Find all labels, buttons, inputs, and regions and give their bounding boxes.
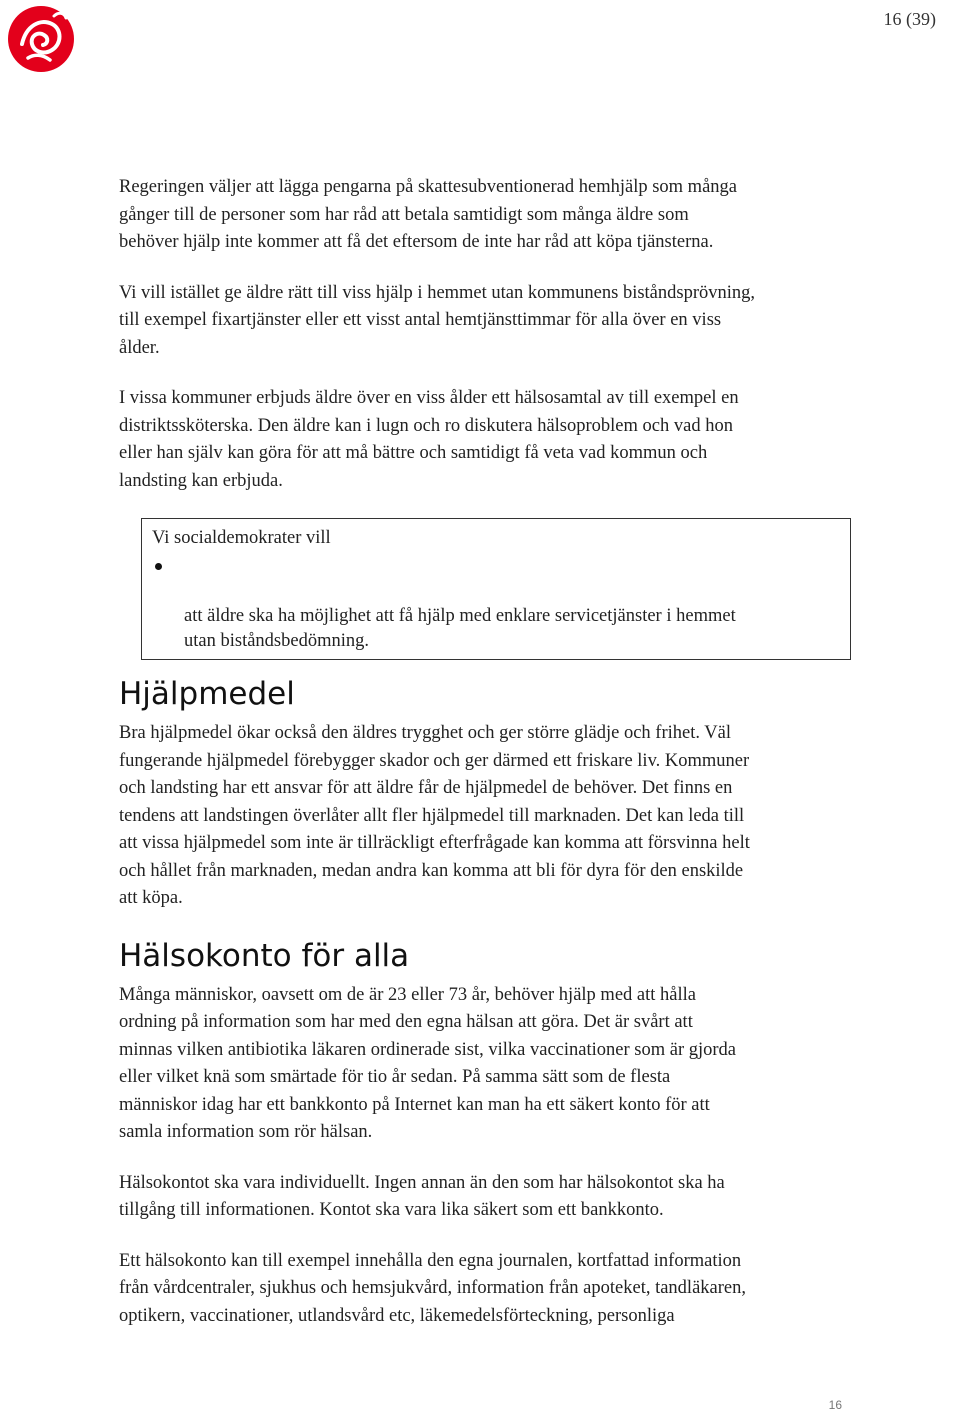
paragraph: Regeringen väljer att lägga pengarna på skattesubventionerad hemhjälp som många gånger till de personer som har råd att betala samtidigt som många äldre som behöver hjälp inte kommer att få det eftersom de inte har råd att köpa tjänsterna. [119, 177, 737, 252]
callout-intro: Vi socialdemokrater vill [152, 528, 331, 548]
paragraph: Ett hälsokonto kan till exempel innehålla den egna journalen, kortfattad information från vårdcentraler, sjukhus och hemsjukvård, information från apoteket, tandläkaren, optikern, vaccinationer, utlandsvård etc, läkemedelsförteckning, personliga [119, 1250, 746, 1326]
paragraph: Många människor, oavsett om de är 23 eller 73 år, behöver hjälp med att hålla ordning på information som har med den egna hälsan att göra. Det är svårt att minnas vilken antibiotika läkaren ordinerade sist, vilka vaccinationer som är gjorda eller vilket knä som smärtade för tio år sedan. På samma sätt som de flesta människor idag har ett bankkonto på Internet kan man ha ett säkert konto för att samla information som rör hälsan. [119, 984, 736, 1142]
document-body [119, 174, 859, 1353]
paragraph: I vissa kommuner erbjuds äldre över en viss ålder ett hälsosamtal av till exempel en distriktssköterska. Den äldre kan i lugn och ro diskutera hälsoproblem och vad hon eller han själv kan göra för att må bättre och samtidigt få veta vad kommun och landsting kan erbjuda. [119, 388, 739, 491]
footer-page-number: 16 [828, 1398, 842, 1412]
paragraph: Hälsokontot ska vara individuellt. Ingen annan än den som har hälsokontot ska ha tillgång till informationen. Kontot ska vara lika säkert som ett bankkonto. [119, 1172, 725, 1220]
bullet-icon [155, 563, 162, 570]
section-heading: Hälsokonto för alla [119, 937, 410, 974]
paragraph: Bra hjälpmedel ökar också den äldres trygghet och ger större glädje och frihet. Väl fungerande hjälpmedel förebygger skador och ger därmed ett friskare liv. Kommuner och landsting har ett ansvar för att äldre får de hjälpmedel de behöver. Det finns en tendens att landstingen överlåter allt fler hjälpmedel till marknaden. Det kan leda till att vissa hjälpmedel som inte är tillräckligt efterfrågade kan komma att försvinna helt och hållet från marknaden, medan andra kan komma att bli för dyra för den enskilde att köpa. [119, 723, 750, 908]
callout-item-text: att äldre ska ha möjlighet att få hjälp med enklare servicetjänster i hemmet utan biståndsbedömning. [184, 606, 736, 651]
section-heading: Hjälpmedel [119, 676, 295, 712]
callout-list-item [152, 554, 840, 654]
page-indicator: 16 (39) [883, 9, 936, 29]
callout-list [152, 554, 840, 654]
rose-logo-icon [6, 4, 76, 74]
policy-callout-box [141, 518, 851, 660]
paragraph: Vi vill istället ge äldre rätt till viss hjälp i hemmet utan kommunens biståndsprövning, till exempel fixartjänster eller ett visst antal hemtjänsttimmar för alla över en viss ålder. [119, 282, 756, 358]
